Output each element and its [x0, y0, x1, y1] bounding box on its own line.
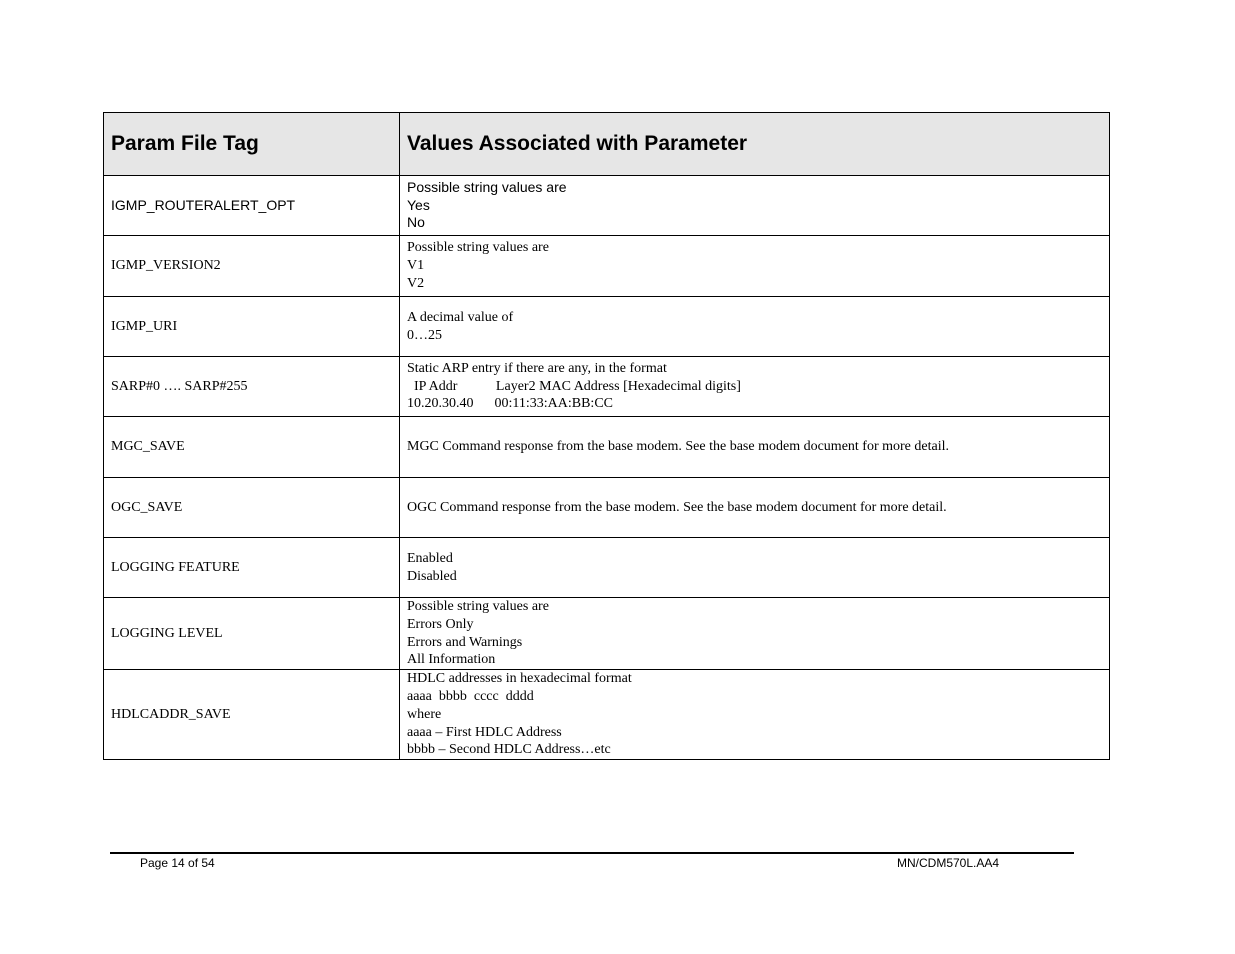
value-line: IP Addr Layer2 MAC Address [Hexadecimal digits] — [407, 378, 741, 394]
value-line: Enabled — [407, 550, 453, 566]
param-tag-cell: IGMP_URI — [104, 297, 400, 357]
param-values-cell — [400, 478, 1110, 538]
table-row — [104, 236, 1110, 297]
value-line: Static ARP entry if there are any, in the format — [407, 360, 667, 376]
parameter-table — [103, 112, 1110, 760]
value-line: Errors Only — [407, 616, 474, 632]
param-tag-cell: OGC_SAVE — [104, 478, 400, 538]
value-line: Possible string values are — [407, 599, 549, 614]
table-row — [104, 176, 1110, 236]
param-tag-cell: SARP#0 …. SARP#255 — [104, 357, 400, 417]
value-line: All Information — [407, 652, 496, 668]
value-line: MGC Command response from the base modem. See the base modem document for more detail. — [407, 439, 949, 455]
param-tag-cell: HDLCADDR_SAVE — [104, 670, 400, 760]
value-line: bbbb – Second HDLC Address…etc — [407, 742, 611, 758]
page-number: Page 14 of 54 — [140, 856, 215, 870]
value-line: aaaa – First HDLC Address — [407, 724, 562, 740]
table-row — [104, 417, 1110, 478]
value-line: HDLC addresses in hexadecimal format — [407, 671, 632, 687]
value-line: A decimal value of — [407, 309, 514, 325]
value-line: Disabled — [407, 568, 457, 584]
value-line: Yes — [407, 196, 430, 213]
footer-rule — [110, 852, 1074, 854]
value-line: 0…25 — [407, 327, 442, 343]
value-line: V2 — [407, 275, 425, 291]
value-line: where — [407, 706, 442, 722]
table-header-row — [104, 113, 1110, 176]
table-row — [104, 670, 1110, 760]
param-tag-cell: LOGGING LEVEL — [104, 598, 400, 670]
table-row — [104, 538, 1110, 598]
param-tag-cell: MGC_SAVE — [104, 417, 400, 478]
param-values-cell — [400, 670, 1110, 760]
param-values-cell — [400, 297, 1110, 357]
value-line: Errors and Warnings — [407, 634, 523, 650]
param-tag-cell: LOGGING FEATURE — [104, 538, 400, 598]
value-line: V1 — [407, 258, 425, 274]
document-id: MN/CDM570L.AA4 — [897, 856, 1000, 870]
table-row — [104, 598, 1110, 670]
table-row — [104, 357, 1110, 417]
param-values-cell — [400, 176, 1110, 236]
table-row — [104, 478, 1110, 538]
param-values-cell — [400, 598, 1110, 670]
param-values-cell — [400, 357, 1110, 417]
value-line: aaaa bbbb cccc dddd — [407, 688, 534, 704]
value-line: OGC Command response from the base modem. See the base modem document for more detail. — [407, 499, 947, 515]
param-tag-cell: IGMP_VERSION2 — [104, 236, 400, 297]
param-values-cell — [400, 417, 1110, 478]
param-tag-cell: IGMP_ROUTERALERT_OPT — [104, 176, 400, 236]
table-row — [104, 297, 1110, 357]
header-param-file-tag: Param File Tag — [104, 113, 400, 176]
value-line: 10.20.30.40 00:11:33:AA:BB:CC — [407, 396, 614, 412]
param-values-cell — [400, 538, 1110, 598]
value-line: Possible string values are — [407, 178, 567, 195]
header-values: Values Associated with Parameter — [400, 113, 1110, 176]
param-values-cell — [400, 236, 1110, 297]
value-line: No — [407, 214, 425, 231]
value-line: Possible string values are — [407, 240, 549, 256]
